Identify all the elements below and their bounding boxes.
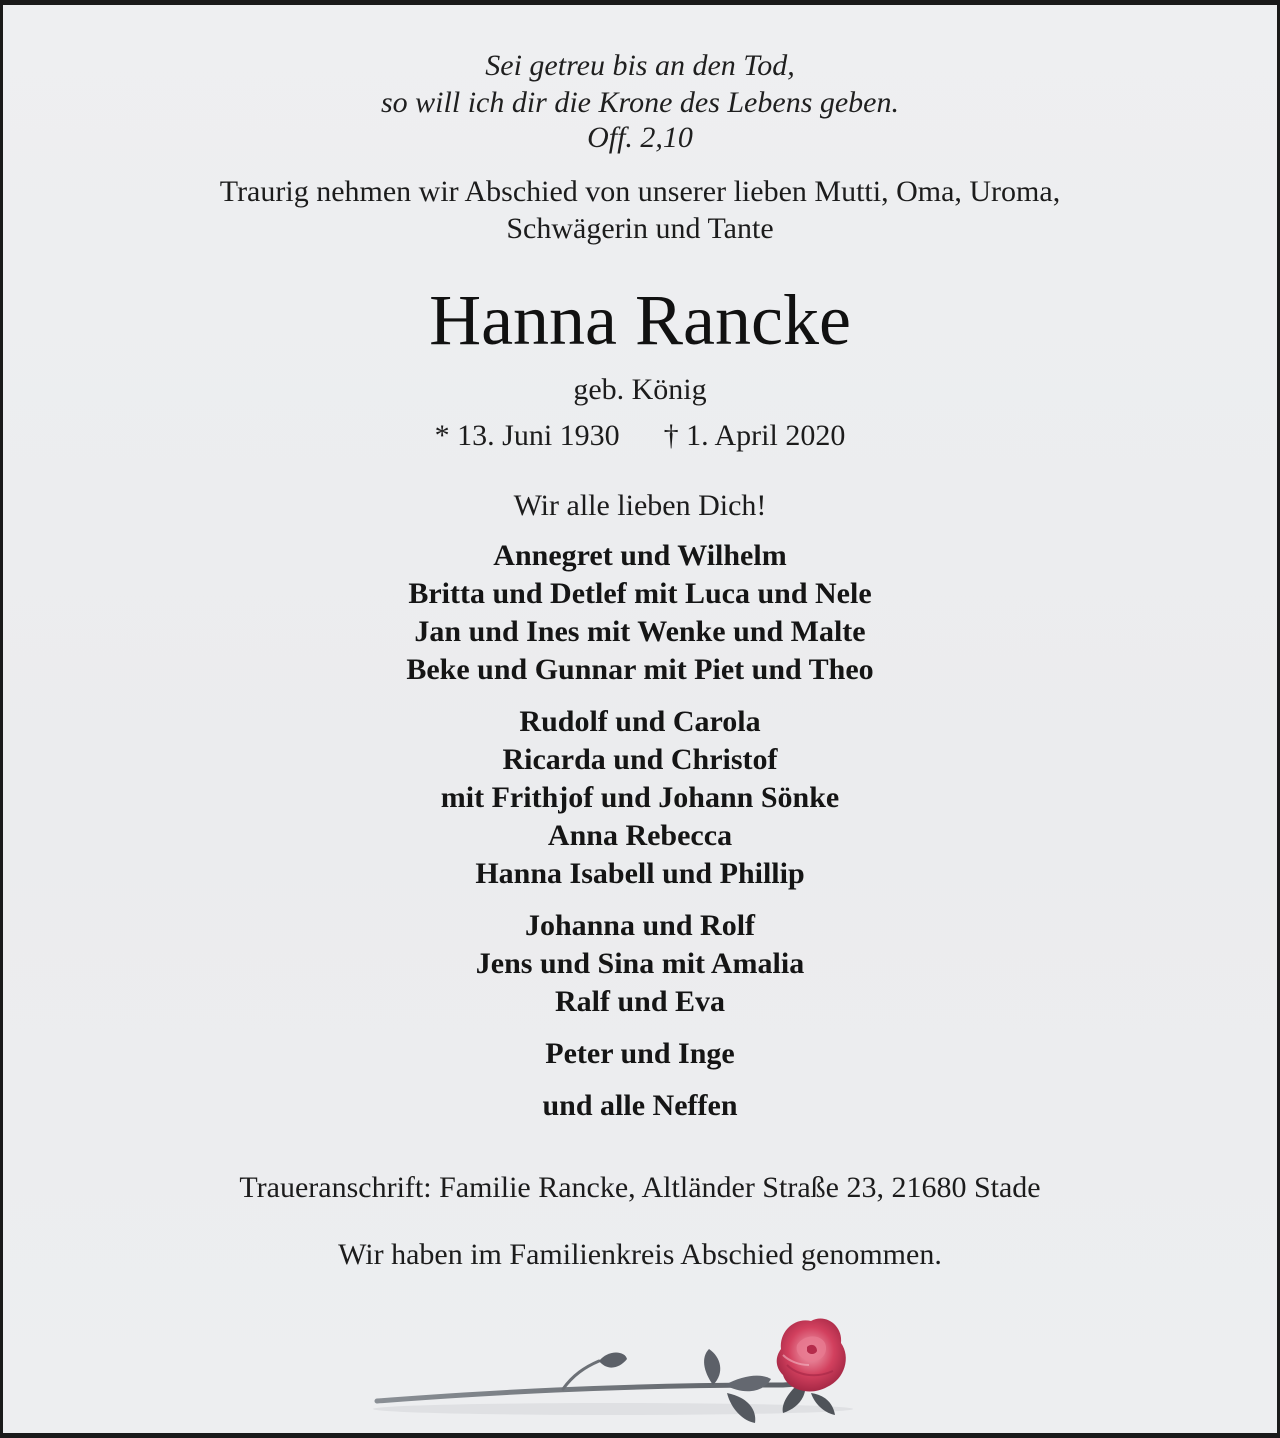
death-date: † 1. April 2020 xyxy=(663,419,846,452)
intro-line-1: Traurig nehmen wir Abschied von unserer lieben Mutti, Oma, Uroma, xyxy=(219,175,1061,208)
family-name-line: Ralf und Eva xyxy=(554,985,726,1018)
family-name-line: Rudolf und Carola xyxy=(519,705,761,738)
family-name-line: Hanna Isabell und Phillip xyxy=(475,857,805,890)
rose-icon xyxy=(363,1305,883,1435)
family-name-line: Beke und Gunnar mit Piet und Theo xyxy=(406,653,874,686)
closing-note: Wir haben im Familienkreis Abschied genommen. xyxy=(338,1238,942,1271)
family-name-line: Britta und Detlef mit Luca und Nele xyxy=(408,577,872,610)
verse-reference: Off. 2,10 xyxy=(587,121,693,154)
family-name-line: Peter und Inge xyxy=(545,1037,735,1070)
life-dates xyxy=(3,417,1277,455)
family-name-line: Annegret und Wilhelm xyxy=(493,539,787,572)
message: Wir alle lieben Dich! xyxy=(513,489,767,522)
deceased-name: Hanna Rancke xyxy=(429,280,851,360)
family-name-line: Johanna und Rolf xyxy=(524,909,756,942)
maiden-name: geb. König xyxy=(573,373,707,406)
family-name-line: Anna Rebecca xyxy=(547,819,733,852)
verse-line-2: so will ich dir die Krone des Lebens geben. xyxy=(381,86,899,119)
family-name-line: Ricarda und Christof xyxy=(502,743,778,776)
family-name-line: Jens und Sina mit Amalia xyxy=(475,947,805,980)
family-name-line: Jan und Ines mit Wenke und Malte xyxy=(414,615,866,648)
mourning-address: Traueranschrift: Familie Rancke, Altländer Straße 23, 21680 Stade xyxy=(239,1171,1041,1204)
intro-line-2: Schwägerin und Tante xyxy=(506,212,774,245)
family-name-line: mit Frithjof und Johann Sönke xyxy=(440,781,840,814)
verse-line-1: Sei getreu bis an den Tod, xyxy=(485,49,795,82)
birth-date: * 13. Juni 1930 xyxy=(434,419,620,452)
family-name-line: und alle Neffen xyxy=(542,1089,738,1122)
